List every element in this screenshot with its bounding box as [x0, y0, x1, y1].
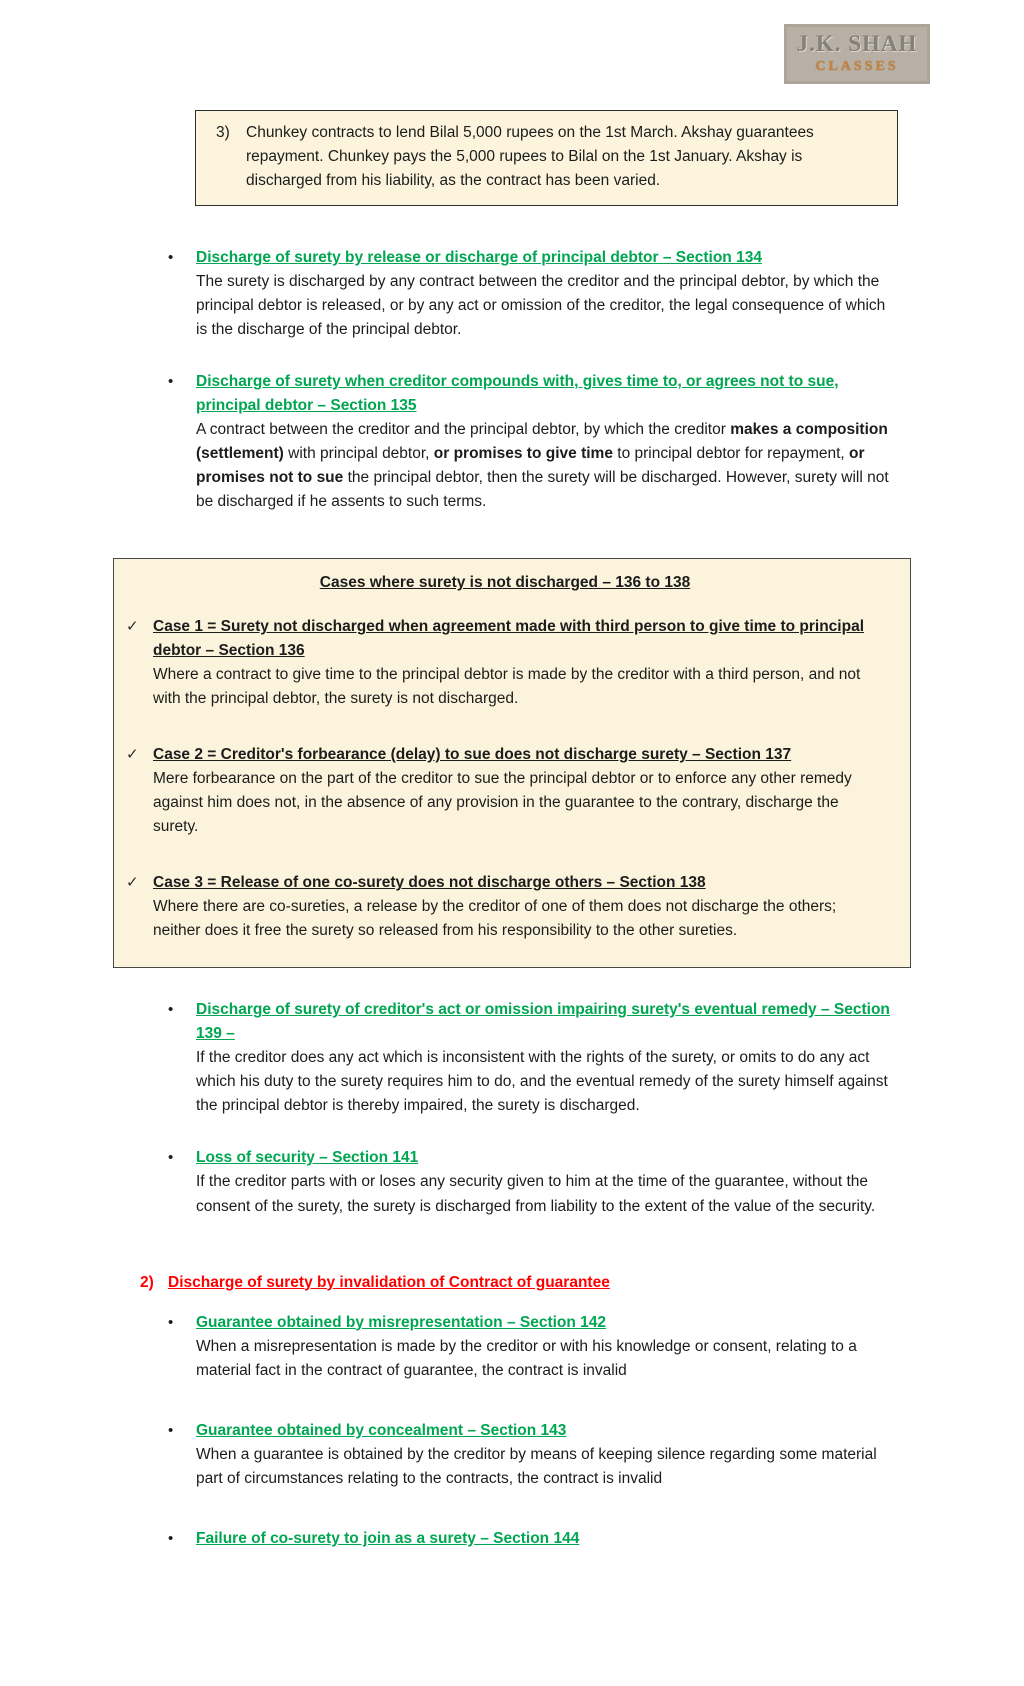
case-1-row: [126, 615, 884, 711]
body-case-3: Where there are co-sureties, a release by the creditor of one of them does not discharge the others; neither does it free the surety so released from his responsibility to the other sureties.: [153, 898, 837, 940]
bullet-icon: •: [168, 1421, 174, 1439]
section-144-content: [196, 1527, 896, 1551]
section-143-content: [196, 1419, 896, 1491]
heading-case-2-section-137: Case 2 = Creditor's forbearance (delay) to sue does not discharge surety – Section 137: [153, 746, 792, 764]
section-142-content: [196, 1311, 896, 1383]
section-2-number: 2): [140, 1273, 154, 1291]
body-section-143: When a guarantee is obtained by the creditor by means of keeping silence regarding some material part of circumstances relating to the contracts, the contract is invalid: [196, 1445, 877, 1487]
case-2-row: [126, 743, 884, 839]
bullet-section-135: [168, 370, 906, 514]
bullet-icon: •: [168, 373, 174, 391]
heading-section-141: Loss of security – Section 141: [196, 1149, 419, 1167]
heading-section-135: Discharge of surety when creditor compounds with, gives time to, or agrees not to sue, principal debtor – Section 135: [196, 373, 839, 415]
logo-text-primary: J.K. SHAH: [796, 31, 918, 56]
body-case-2: Mere forbearance on the part of the creditor to sue the principal debtor or to enforce any other remedy against him does not, in the absence of any provision in the guarantee to the contrary, discharge the surety.: [153, 770, 852, 836]
example-3-box: [195, 110, 898, 206]
body-section-135: A contract between the creditor and the principal debtor, by which the creditor makes a composition (settlement) with principal debtor, or promises to give time to principal debtor for repayment, or promises not to sue the principal debtor, then the surety will be discharged. However, surety will not be discharged if he assents to such terms.: [196, 421, 889, 511]
checkmark-icon: ✓: [126, 746, 139, 764]
body-case-1: Where a contract to give time to the principal debtor is made by the creditor with a third person, and not with the principal debtor, the surety is not discharged.: [153, 666, 861, 708]
section-2-heading-row: [140, 1271, 906, 1295]
checkmark-icon: ✓: [126, 618, 139, 636]
case-2-content: [153, 743, 884, 839]
cases-not-discharged-box: [113, 558, 911, 968]
heading-case-3-section-138: Case 3 = Release of one co-surety does not discharge others – Section 138: [153, 874, 706, 892]
example-3-text: Chunkey contracts to lend Bilal 5,000 rupees on the 1st March. Akshay guarantees repayment. Chunkey pays the 5,000 rupees to Bilal on the 1st January. Akshay is discharged from his liability, as the contract has been varied.: [246, 124, 814, 190]
section-139-content: [196, 998, 896, 1118]
section-134-content: [196, 246, 896, 342]
heading-section-142: Guarantee obtained by misrepresentation – Section 142: [196, 1313, 607, 1331]
section-135-content: [196, 370, 896, 514]
bullet-icon: •: [168, 249, 174, 267]
jk-shah-logo: [784, 24, 930, 84]
body-section-134: The surety is discharged by any contract between the creditor and the principal debtor, by which the principal debtor is released, or by any act or omission of the creditor, the legal consequence of which is the discharge of the principal debtor.: [196, 273, 886, 339]
heading-section-144: Failure of co-surety to join as a surety – Section 144: [196, 1529, 580, 1547]
body-section-142: When a misrepresentation is made by the creditor or with his knowledge or consent, relating to a material fact in the contract of guarantee, the contract is invalid: [196, 1337, 857, 1379]
cases-box-title: Cases where surety is not discharged – 136 to 138: [319, 574, 691, 592]
case-1-content: [153, 615, 884, 711]
body-section-139: If the creditor does any act which is inconsistent with the rights of the surety, or omits to do any act which his duty to the surety requires him to do, and the eventual remedy of the surety himself against the principal debtor is thereby impaired, the surety is discharged.: [196, 1049, 888, 1115]
heading-case-1-section-136: Case 1 = Surety not discharged when agreement made with third person to give time to principal debtor – Section 136: [153, 618, 865, 660]
example-3-number: 3): [216, 124, 230, 141]
bullet-icon: •: [168, 1149, 174, 1167]
bullet-section-144: [168, 1527, 906, 1551]
bullet-icon: •: [168, 1529, 174, 1547]
logo-text-secondary: CLASSES: [815, 59, 899, 75]
heading-section-143: Guarantee obtained by concealment – Section 143: [196, 1421, 567, 1439]
bullet-section-143: [168, 1419, 906, 1491]
bullet-section-134: [168, 246, 906, 342]
section-141-content: [196, 1146, 896, 1218]
heading-section-139: Discharge of surety of creditor's act or omission impairing surety's eventual remedy – Section 139 –: [196, 1001, 890, 1043]
bullet-section-142: [168, 1311, 906, 1383]
case-3-content: [153, 871, 884, 943]
bullet-section-141: [168, 1146, 906, 1218]
bullet-icon: •: [168, 1001, 174, 1019]
checkmark-icon: ✓: [126, 874, 139, 892]
bullet-icon: •: [168, 1313, 174, 1331]
section-2-heading: Discharge of surety by invalidation of Contract of guarantee: [168, 1273, 610, 1291]
case-3-row: [126, 871, 884, 943]
heading-section-134: Discharge of surety by release or discharge of principal debtor – Section 134: [196, 249, 762, 267]
body-section-141: If the creditor parts with or loses any security given to him at the time of the guarantee, without the consent of the surety, the surety is discharged from liability to the extent of the value of the security.: [196, 1173, 876, 1215]
bullet-section-139: [168, 998, 906, 1118]
